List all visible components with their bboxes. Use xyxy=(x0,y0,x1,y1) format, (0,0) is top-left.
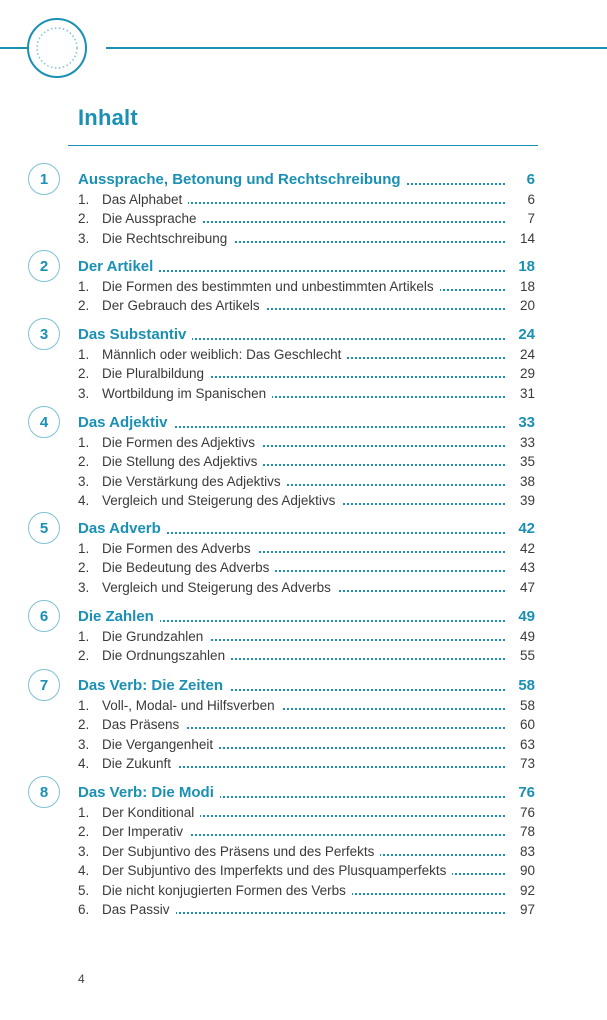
section-title: Die Formen des Adverbs xyxy=(102,539,257,558)
section-page: 63 xyxy=(519,736,535,752)
section-title: Die Formen des Adjektivs xyxy=(102,433,261,452)
section-title: Die Stellung des Adjektivs xyxy=(102,452,263,471)
section-entry[interactable] xyxy=(0,627,607,647)
chapter-page: 58 xyxy=(518,677,535,694)
section-page: 83 xyxy=(519,843,535,859)
dot-leader xyxy=(150,270,505,272)
section-entry[interactable] xyxy=(0,822,607,842)
section-number: 3. xyxy=(78,736,90,752)
section-entry[interactable] xyxy=(0,696,607,716)
section-entry[interactable] xyxy=(0,881,607,901)
section-number: 1. xyxy=(78,278,90,294)
section-title: Die Pluralbildung xyxy=(102,364,210,383)
section-page: 43 xyxy=(519,560,535,575)
toc-chapter xyxy=(0,413,607,511)
section-title: Wortbildung im Spanischen xyxy=(102,384,272,403)
dot-leader xyxy=(150,620,505,622)
chapter-page: 33 xyxy=(518,414,535,431)
dot-leader xyxy=(150,338,505,340)
section-number: 1. xyxy=(78,191,90,207)
section-page: 39 xyxy=(519,493,535,508)
chapter-page: 18 xyxy=(518,258,535,275)
section-number: 1. xyxy=(78,804,90,820)
section-page: 97 xyxy=(519,902,535,917)
section-entry[interactable] xyxy=(0,209,607,229)
section-page: 73 xyxy=(519,756,535,771)
dot-leader xyxy=(160,639,505,641)
chapter-number-badge: 5 xyxy=(28,512,60,544)
toc-chapter xyxy=(0,257,607,316)
chapter-number-badge: 7 xyxy=(28,669,60,701)
section-title: Die Bedeutung des Adverbs xyxy=(102,558,275,577)
section-title: Der Gebrauch des Artikels xyxy=(102,296,266,315)
section-number: 2. xyxy=(78,454,90,469)
section-entry[interactable] xyxy=(0,345,607,365)
chapter-title: Aussprache, Betonung und Rechtschreibung xyxy=(78,170,407,189)
section-page: 58 xyxy=(519,697,535,713)
section-title: Der Konditional xyxy=(102,803,200,822)
section-page: 35 xyxy=(519,454,535,469)
section-page: 31 xyxy=(519,385,535,401)
section-title: Das Alphabet xyxy=(102,190,188,209)
section-number: 2. xyxy=(78,824,90,839)
section-number: 1. xyxy=(78,346,90,362)
section-entry[interactable] xyxy=(0,190,607,210)
section-title: Vergleich und Steigerung des Adverbs xyxy=(102,578,337,597)
dot-leader xyxy=(160,834,505,836)
chapter-page: 24 xyxy=(518,326,535,343)
section-title: Die Formen des bestimmten und unbestimmten Artikels xyxy=(102,277,440,296)
chapter-entry[interactable] xyxy=(0,413,607,433)
chapter-number-badge: 2 xyxy=(28,250,60,282)
chapter-number-badge: 4 xyxy=(28,406,60,438)
section-page: 55 xyxy=(519,648,535,663)
section-page: 7 xyxy=(527,211,535,226)
chapter-number-badge: 3 xyxy=(28,318,60,350)
section-number: 2. xyxy=(78,366,90,381)
section-title: Der Imperativ xyxy=(102,822,189,841)
section-entry[interactable] xyxy=(0,472,607,492)
section-number: 5. xyxy=(78,882,90,898)
section-title: Das Passiv xyxy=(102,900,176,919)
toc-chapter xyxy=(0,519,607,597)
section-title: Vergleich und Steigerung des Adjektivs xyxy=(102,491,341,510)
section-entry[interactable] xyxy=(0,900,607,920)
section-page: 24 xyxy=(519,346,535,362)
toc-chapter xyxy=(0,783,607,920)
section-page: 60 xyxy=(519,717,535,732)
toc-chapter xyxy=(0,676,607,774)
section-entry[interactable] xyxy=(0,735,607,755)
section-page: 92 xyxy=(519,882,535,898)
dot-leader xyxy=(150,426,505,428)
chapter-entry[interactable] xyxy=(0,783,607,803)
chapter-page: 6 xyxy=(526,171,535,188)
section-entry[interactable] xyxy=(0,646,607,666)
page-title: Inhalt xyxy=(78,105,138,130)
section-title: Die Aussprache xyxy=(102,209,203,228)
section-number: 1. xyxy=(78,434,90,450)
section-number: 6. xyxy=(78,902,90,917)
section-entry[interactable] xyxy=(0,384,607,404)
section-number: 3. xyxy=(78,473,90,489)
dot-leader xyxy=(160,202,505,204)
dot-leader xyxy=(160,376,505,378)
section-entry[interactable] xyxy=(0,578,607,598)
section-number: 4. xyxy=(78,493,90,508)
chapter-title: Der Artikel xyxy=(78,257,159,276)
section-title: Die Ordnungszahlen xyxy=(102,646,231,665)
section-number: 1. xyxy=(78,628,90,644)
toc-chapter xyxy=(0,607,607,666)
section-page: 18 xyxy=(519,278,535,294)
header-decoration xyxy=(0,0,607,90)
section-page: 90 xyxy=(519,863,535,878)
section-number: 3. xyxy=(78,385,90,401)
chapter-number-badge: 6 xyxy=(28,600,60,632)
section-page: 38 xyxy=(519,473,535,489)
chapter-entry[interactable] xyxy=(0,607,607,627)
section-title: Der Subjuntivo des Präsens und des Perfekts xyxy=(102,842,380,861)
chapter-entry[interactable] xyxy=(0,170,607,190)
section-entry[interactable] xyxy=(0,754,607,774)
section-page: 14 xyxy=(519,230,535,246)
chapter-page: 49 xyxy=(518,608,535,625)
toc-chapter xyxy=(0,325,607,403)
dot-leader xyxy=(160,766,505,768)
section-page: 42 xyxy=(519,540,535,556)
section-entry[interactable] xyxy=(0,861,607,881)
section-title: Die Rechtschreibung xyxy=(102,229,233,248)
section-number: 1. xyxy=(78,540,90,556)
chapter-title: Das Adverb xyxy=(78,519,167,538)
section-entry[interactable] xyxy=(0,296,607,316)
section-page: 76 xyxy=(519,804,535,820)
chapter-entry[interactable] xyxy=(0,257,607,277)
section-entry[interactable] xyxy=(0,539,607,559)
section-number: 3. xyxy=(78,843,90,859)
dot-leader xyxy=(160,727,505,729)
chapter-entry[interactable] xyxy=(0,519,607,539)
chapter-title: Das Adjektiv xyxy=(78,413,173,432)
section-page: 6 xyxy=(527,191,535,207)
chapter-entry[interactable] xyxy=(0,325,607,345)
dot-leader xyxy=(160,815,505,817)
dot-leader xyxy=(150,532,505,534)
section-number: 2. xyxy=(78,298,90,313)
chapter-page: 76 xyxy=(518,784,535,801)
section-page: 20 xyxy=(519,298,535,313)
section-page: 78 xyxy=(519,824,535,839)
section-title: Das Präsens xyxy=(102,715,185,734)
section-page: 49 xyxy=(519,628,535,644)
header-dotted-circle xyxy=(37,28,77,68)
dot-leader xyxy=(160,221,505,223)
section-title: Voll-, Modal- und Hilfsverben xyxy=(102,696,281,715)
section-page: 47 xyxy=(519,579,535,595)
chapter-entry[interactable] xyxy=(0,676,607,696)
section-number: 4. xyxy=(78,863,90,878)
section-title: Die nicht konjugierten Formen des Verbs xyxy=(102,881,352,900)
section-number: 2. xyxy=(78,211,90,226)
section-entry[interactable] xyxy=(0,433,607,453)
section-entry[interactable] xyxy=(0,452,607,472)
chapter-number-badge: 1 xyxy=(28,163,60,195)
section-title: Die Verstärkung des Adjektivs xyxy=(102,472,287,491)
section-number: 2. xyxy=(78,717,90,732)
chapter-title: Das Substantiv xyxy=(78,325,192,344)
section-number: 4. xyxy=(78,756,90,771)
section-page: 29 xyxy=(519,366,535,381)
chapter-page: 42 xyxy=(518,520,535,537)
section-title: Die Vergangenheit xyxy=(102,735,219,754)
page-number: 4 xyxy=(78,972,85,986)
section-number: 1. xyxy=(78,697,90,713)
chapter-title: Die Zahlen xyxy=(78,607,160,626)
section-number: 2. xyxy=(78,560,90,575)
chapter-number-badge: 8 xyxy=(28,776,60,808)
section-title: Der Subjuntivo des Imperfekts und des Plusquamperfekts xyxy=(102,861,452,880)
section-entry[interactable] xyxy=(0,715,607,735)
chapter-title: Das Verb: Die Modi xyxy=(78,783,220,802)
section-entry[interactable] xyxy=(0,364,607,384)
section-number: 2. xyxy=(78,648,90,663)
section-entry[interactable] xyxy=(0,229,607,249)
section-entry[interactable] xyxy=(0,842,607,862)
section-number: 3. xyxy=(78,579,90,595)
toc-chapter xyxy=(0,170,607,248)
section-entry[interactable] xyxy=(0,277,607,297)
chapter-title: Das Verb: Die Zeiten xyxy=(78,676,229,695)
section-entry[interactable] xyxy=(0,558,607,578)
section-entry[interactable] xyxy=(0,491,607,511)
section-title: Männlich oder weiblich: Das Geschlecht xyxy=(102,345,347,364)
section-entry[interactable] xyxy=(0,803,607,823)
section-title: Die Grundzahlen xyxy=(102,627,209,646)
section-number: 3. xyxy=(78,230,90,246)
dot-leader xyxy=(160,912,505,914)
section-title: Die Zukunft xyxy=(102,754,177,773)
title-divider xyxy=(68,145,538,146)
section-page: 33 xyxy=(519,434,535,450)
